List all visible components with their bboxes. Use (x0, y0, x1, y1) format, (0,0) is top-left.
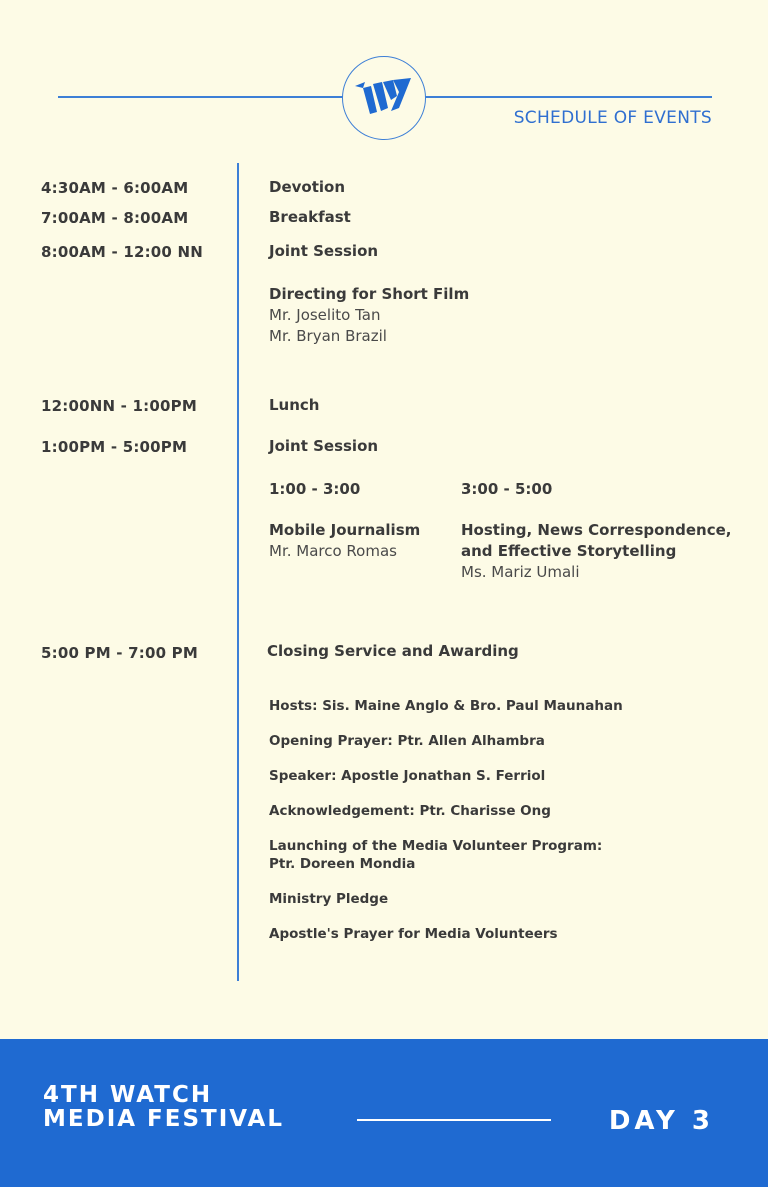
program-item: Speaker: Apostle Jonathan S. Ferriol (269, 768, 546, 784)
session-title: Directing for Short Film (269, 285, 470, 303)
event-devotion: Devotion (269, 178, 346, 196)
time-lunch: 12:00NN - 1:00PM (41, 397, 197, 415)
track-a-time: 1:00 - 3:00 (269, 480, 361, 498)
event-closing: Closing Service and Awarding (267, 642, 519, 660)
day-label: DAY 3 (608, 1106, 714, 1136)
event-joint-session-1: Joint Session (269, 242, 379, 260)
session-title-line: Hosting, News Correspondence, (461, 521, 732, 539)
event-lunch: Lunch (269, 396, 320, 414)
ministry-logo-icon (342, 56, 426, 140)
festival-name-line1: 4TH WATCH (43, 1082, 213, 1108)
program-item: Apostle's Prayer for Media Volunteers (269, 926, 558, 942)
festival-name-line2: MEDIA FESTIVAL (43, 1106, 284, 1132)
footer-rule (357, 1119, 551, 1121)
time-closing: 5:00 PM - 7:00 PM (41, 644, 198, 662)
speaker-name: Mr. Joselito Tan (269, 306, 381, 324)
session-title: Mobile Journalism (269, 521, 421, 539)
speaker-name: Mr. Marco Romas (269, 542, 397, 560)
time-devotion: 4:30AM - 6:00AM (41, 179, 189, 197)
event-joint-session-2: Joint Session (269, 437, 379, 455)
program-item: Launching of the Media Volunteer Program: (269, 838, 603, 854)
track-a-session (269, 520, 420, 562)
speaker-name: Ms. Mariz Umali (461, 563, 580, 581)
schedule-title: SCHEDULE OF EVENTS (513, 108, 712, 128)
track-b-time: 3:00 - 5:00 (461, 480, 553, 498)
program-item: Ptr. Doreen Mondia (269, 856, 416, 872)
time-joint-session-1: 8:00AM - 12:00 NN (41, 243, 203, 261)
track-b-session (461, 520, 731, 583)
time-breakfast: 7:00AM - 8:00AM (41, 209, 189, 227)
festival-name (43, 1083, 284, 1131)
speaker-name: Mr. Bryan Brazil (269, 327, 387, 345)
session-title-line: and Effective Storytelling (461, 542, 677, 560)
program-item: Ministry Pledge (269, 891, 389, 907)
program-item: Acknowledgement: Ptr. Charisse Ong (269, 803, 551, 819)
session-directing (269, 284, 469, 347)
program-item: Hosts: Sis. Maine Anglo & Bro. Paul Maunahan (269, 698, 623, 714)
event-breakfast: Breakfast (269, 208, 351, 226)
program-item: Opening Prayer: Ptr. Allen Alhambra (269, 733, 545, 749)
timeline-divider (237, 163, 239, 981)
time-joint-session-2: 1:00PM - 5:00PM (41, 438, 188, 456)
